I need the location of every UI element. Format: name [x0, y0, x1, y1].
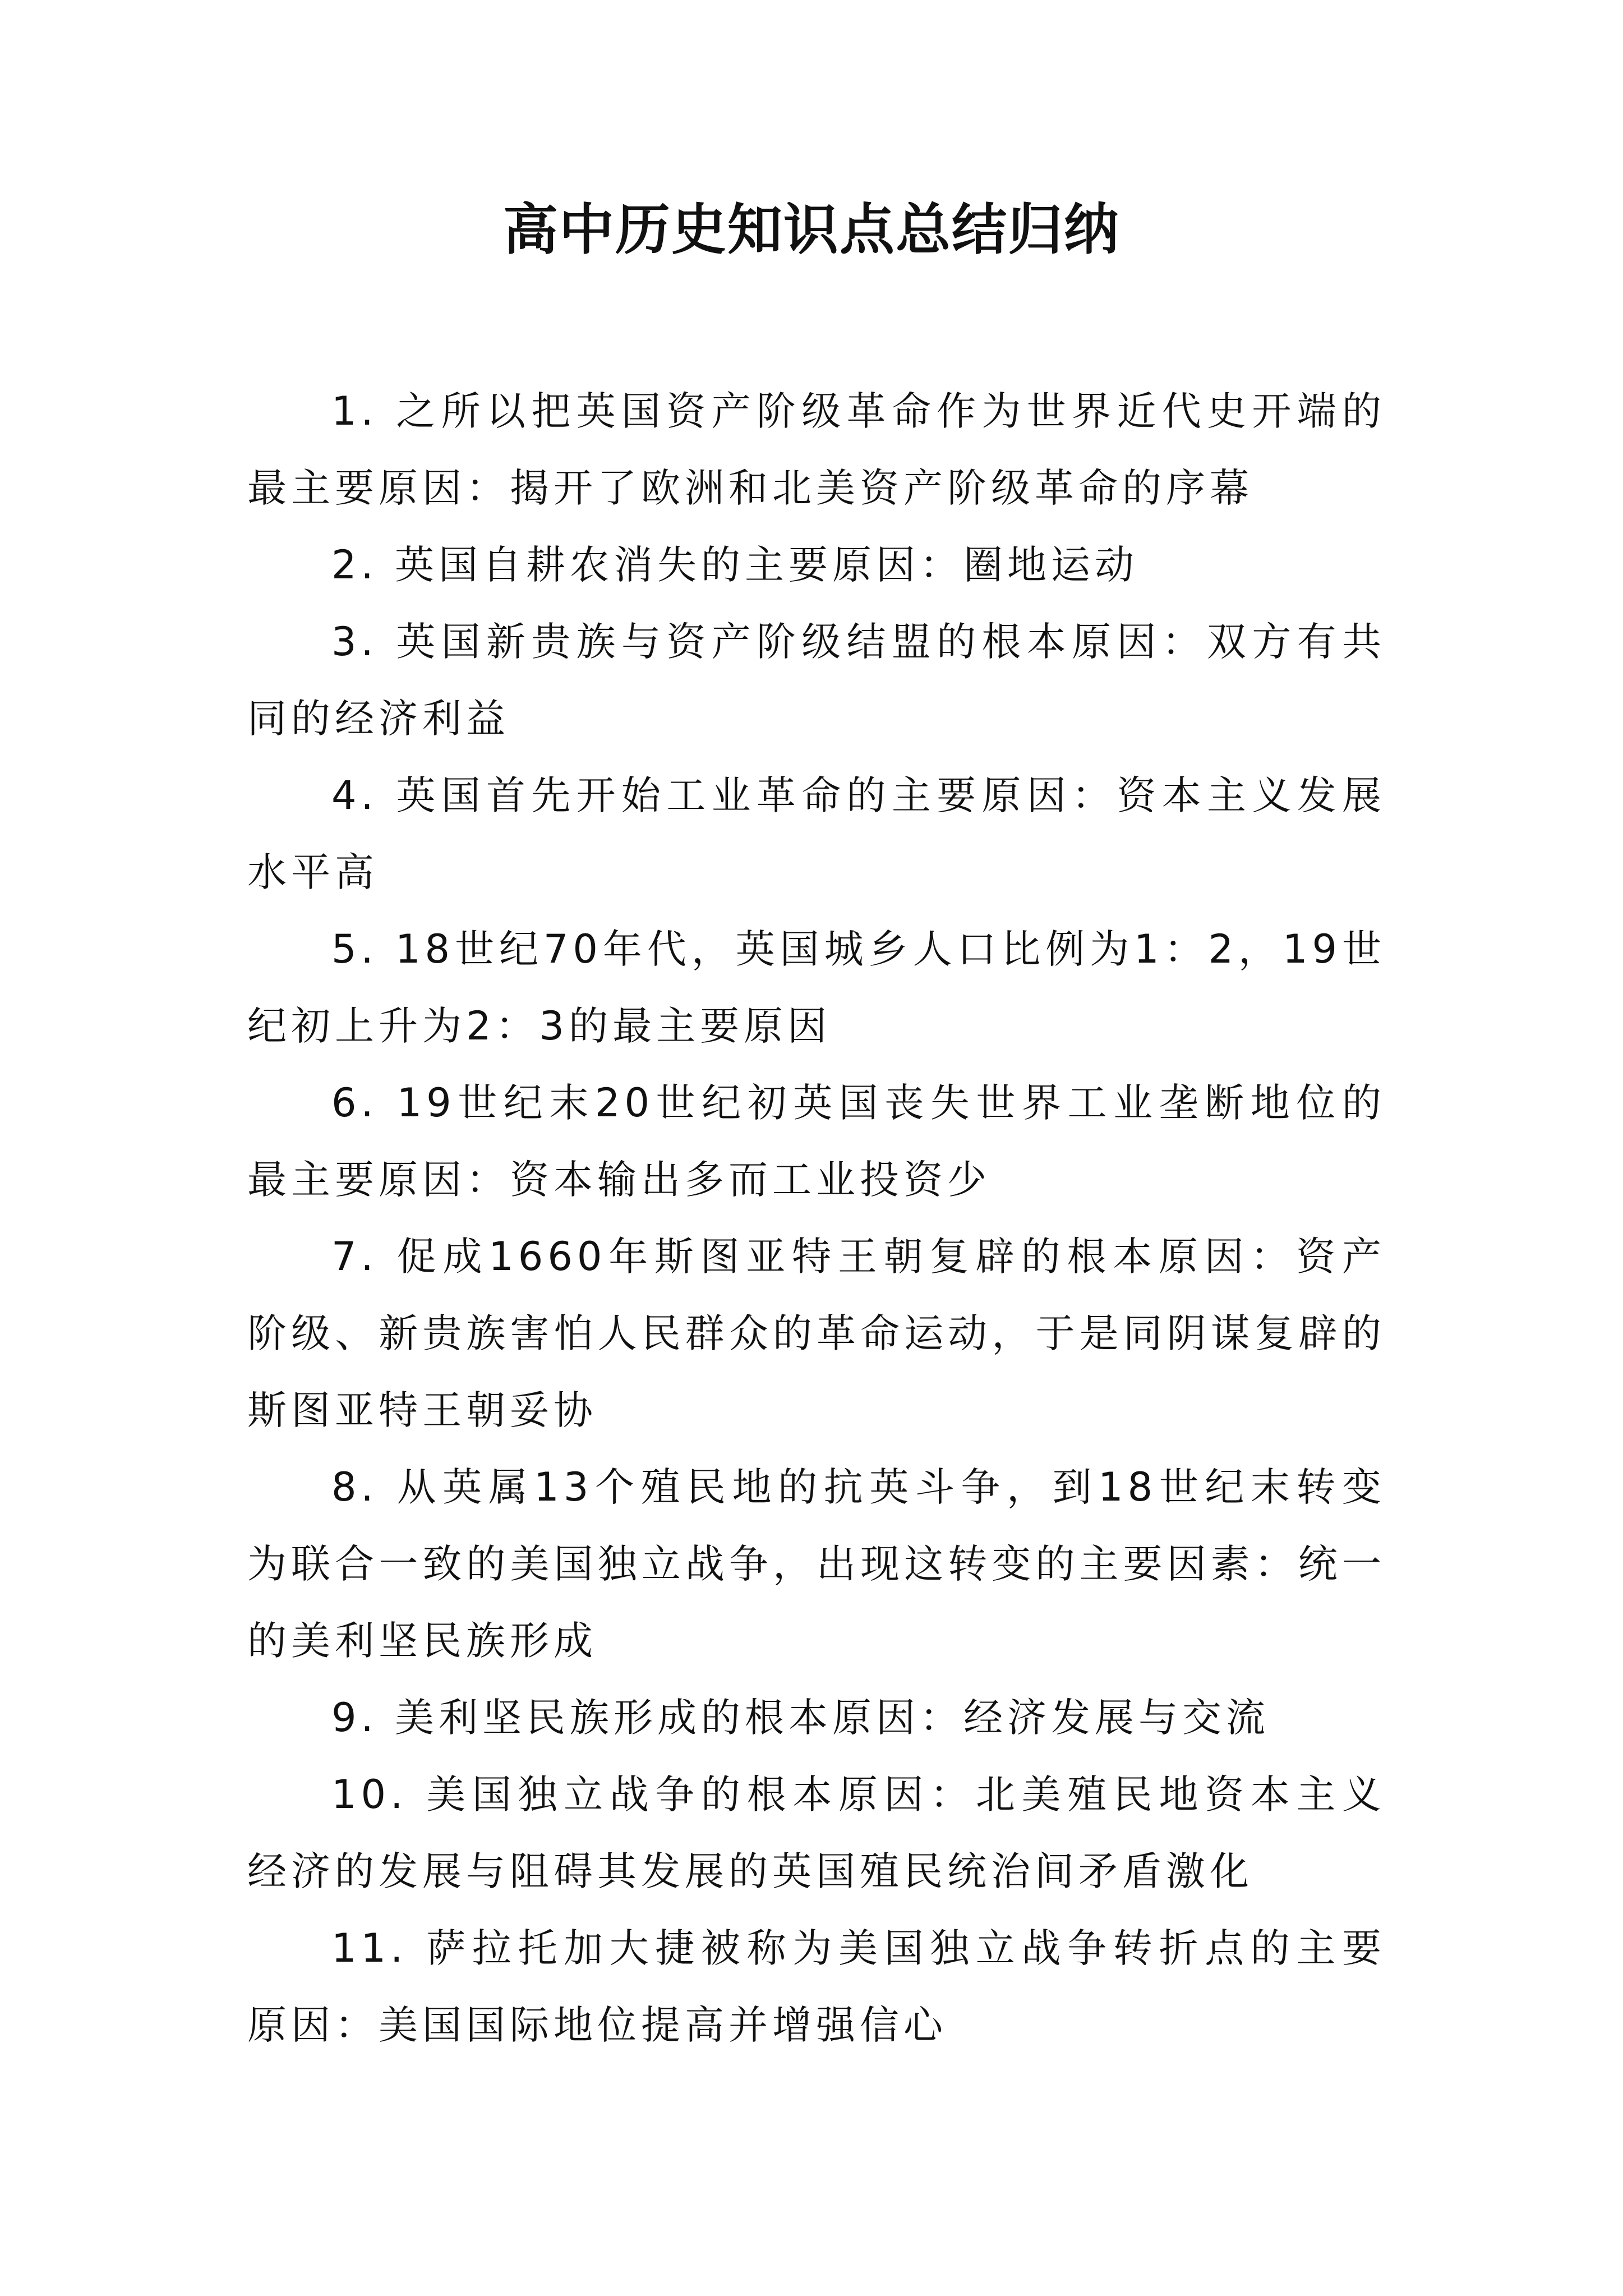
list-item: 7. 促成1660年斯图亚特王朝复辟的根本原因：资产阶级、新贵族害怕人民群众的革命运动，于是同阴谋复辟的斯图亚特王朝妥协 — [247, 1234, 1386, 1433]
list-item: 6. 19世纪末20世纪初英国丧失世界工业垄断地位的最主要原因：资本输出多而工业投资少 — [247, 1080, 1386, 1203]
list-item: 4. 英国首先开始工业革命的主要原因：资本主义发展水平高 — [247, 772, 1386, 895]
document-body — [247, 373, 1386, 2064]
list-item: 3. 英国新贵族与资产阶级结盟的根本原因：双方有共同的经济利益 — [247, 619, 1386, 742]
list-item: 1. 之所以把英国资产阶级革命作为世界近代史开端的最主要原因：揭开了欧洲和北美资产阶级革命的序幕 — [247, 388, 1386, 511]
document-title: 高中历史知识点总结归纳 — [502, 197, 1120, 262]
list-item: 8. 从英属13个殖民地的抗英斗争，到18世纪末转变为联合一致的美国独立战争，出现这转变的主要因素：统一的美利坚民族形成 — [247, 1464, 1386, 1664]
list-item: 5. 18世纪70年代，英国城乡人口比例为1：2，19世纪初上升为2：3的最主要原因 — [247, 926, 1386, 1049]
list-item: 11. 萨拉托加大捷被称为美国独立战争转折点的主要原因：美国国际地位提高并增强信心 — [247, 1925, 1386, 2048]
list-item: 9. 美利坚民族形成的根本原因：经济发展与交流 — [331, 1695, 1270, 1741]
list-item: 10. 美国独立战争的根本原因：北美殖民地资本主义经济的发展与阻碍其发展的英国殖民统治间矛盾激化 — [247, 1772, 1386, 1894]
list-item: 2. 英国自耕农消失的主要原因：圈地运动 — [331, 542, 1139, 588]
